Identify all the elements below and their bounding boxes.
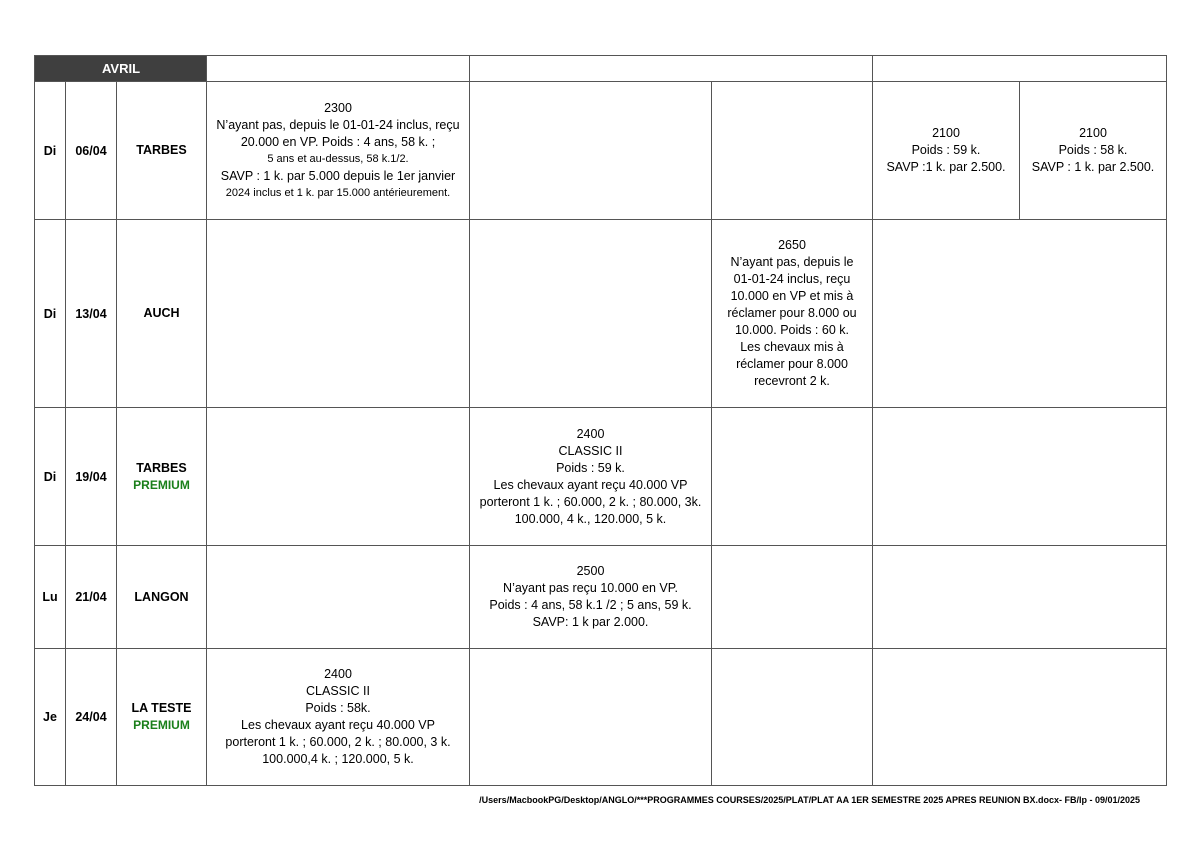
- row3-date: 19/04: [75, 469, 107, 484]
- row2-venue: AUCH: [143, 306, 180, 320]
- row1-venue: TARBES: [136, 143, 187, 157]
- row1-race-col5b: 2100 Poids : 58 k. SAVP : 1 k. par 2.500.: [1031, 126, 1155, 174]
- vline-col3: [711, 81, 712, 786]
- row5-date: 24/04: [75, 710, 107, 724]
- row1-day: Di: [43, 143, 57, 158]
- row2-date: 13/04: [75, 306, 107, 321]
- premium-badge: PREMIUM: [133, 477, 190, 492]
- row2-race-col3: 2650 N’ayant pas, depuis le 01-01-24 inclus, reçu 10.000 en VP et mis à réclamer pour 8.000 ou 10.000. Poids : 60 k. Les chevaux mis à réclamer pour 8.000 recevront 2 k.: [727, 238, 857, 388]
- row3-day: Di: [43, 469, 57, 484]
- row3-venue: TARBES PREMIUM: [133, 460, 190, 492]
- row4-race-col2: 2500 N’ayant pas reçu 10.000 en VP. Poids : 4 ans, 58 k.1 /2 ; 5 ans, 59 k. SAVP: 1 k par 2.000.: [489, 564, 692, 629]
- row1-race-col5a: 2100 Poids : 59 k. SAVP :1 k. par 2.500.: [886, 126, 1006, 174]
- hline-top: [34, 55, 1167, 56]
- row4-day: Lu: [42, 590, 58, 604]
- premium-badge: PREMIUM: [133, 718, 190, 732]
- row2-day: Di: [43, 306, 57, 321]
- row4-date: 21/04: [75, 590, 107, 604]
- month-header: [35, 56, 207, 81]
- row5-race-col1: 2400 CLASSIC II Poids : 58k. Les chevaux ayant reçu 40.000 VP porteront 1 k. ; 60.000, 2 k. ; 80.000, 3 k. 100.000,4 k. ; 120.000, 5 k.: [225, 667, 451, 766]
- month-label: AVRIL: [101, 61, 141, 76]
- vline-right: [1166, 55, 1167, 786]
- hline-bottom: [34, 785, 1167, 786]
- row1-race-col1: 2300 N’ayant pas, depuis le 01-01-24 inclus, reçu 20.000 en VP. Poids : 4 ans, 58 k. ; 5 ans et au-dessus, 58 k.1/2. SAVP : 1 k. par 5.000 depuis le 1er janvier 2024 inclus et 1 k. par 15.000 antérieurement.: [216, 100, 460, 199]
- row1-date: 06/04: [75, 143, 107, 158]
- row5-day: Je: [43, 710, 57, 724]
- row4-venue: LANGON: [134, 589, 189, 604]
- row3-race-col2: 2400 CLASSIC II Poids : 59 k. Les chevaux ayant reçu 40.000 VP porteront 1 k. ; 60.000, 2 k. ; 80.000, 3k. 100.000, 4 k., 120.000, 5 k.: [479, 426, 702, 526]
- file-path-footer: /Users/MacbookPG/Desktop/ANGLO/***PROGRAMMES COURSES/2025/PLAT/PLAT AA 1ER SEMESTRE 2025 APRES REUNION BX.docx- FB/lp - 09/01/2025: [479, 795, 1140, 805]
- row5-venue: LA TESTE PREMIUM: [131, 701, 192, 732]
